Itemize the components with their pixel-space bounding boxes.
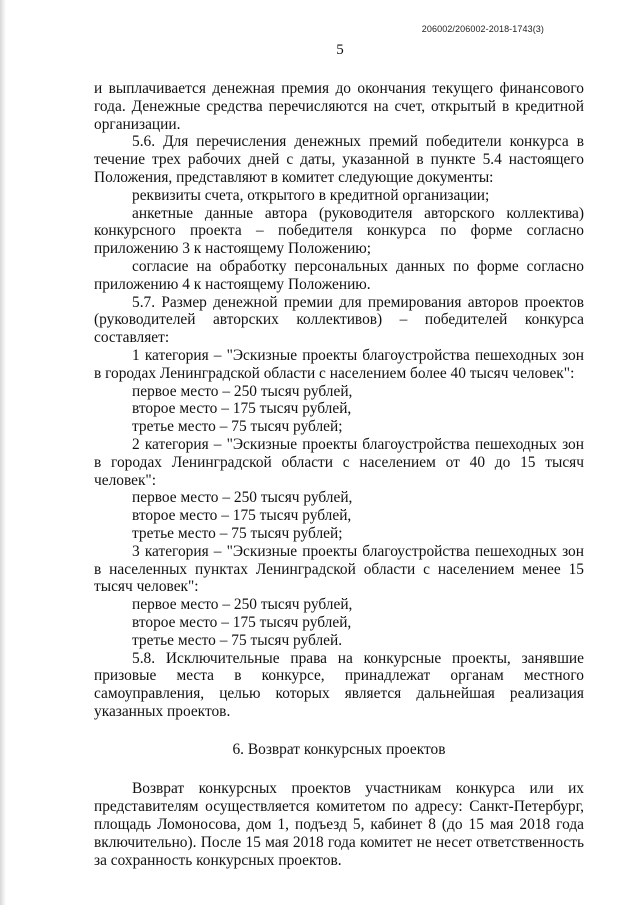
page-number: 5 — [336, 42, 344, 58]
prize-line: первое место – 250 тысяч рублей, — [132, 596, 353, 614]
document-id: 206002/206002-2018-1743(3) — [421, 24, 544, 34]
paragraph-continuation: и выплачивается денежная премия до окончания текущего финансового года. Денежные средства перечисляются на счет, открытый в кредитной организации. — [94, 80, 584, 133]
prize-line: второе место – 175 тысяч рублей, — [132, 400, 352, 418]
section-heading: 6. Возврат конкурсных проектов — [232, 740, 446, 758]
prize-line: первое место – 250 тысяч рублей, — [132, 489, 353, 507]
scan-edge-shadow — [0, 0, 6, 905]
category-2: 2 категория – "Эскизные проекты благоустройства пешеходных зон в городах Ленинградской области с населением от 40 до 15 тысяч человек": — [94, 435, 584, 489]
prize-line: третье место – 75 тысяч рублей; — [132, 418, 343, 436]
list-item: согласие на обработку персональных данных по форме согласно приложению 4 к настоящему Положению. — [94, 257, 584, 293]
prize-line: второе место – 175 тысяч рублей, — [132, 613, 352, 631]
prize-line: третье место – 75 тысяч рублей; — [132, 524, 343, 542]
prize-line: третье место – 75 тысяч рублей. — [132, 631, 343, 649]
clause-5-8: 5.8. Исключительные права на конкурсные проекты, занявшие призовые места в конкурсе, принадлежат органам местного самоуправления, целью которых является дальнейшая реализация указанных проектов. — [94, 649, 584, 720]
section-6-paragraph: Возврат конкурсных проектов участникам конкурса или их представителям осуществляется комитетом по адресу: Санкт-Петербург, площадь Ломоносова, дом 1, подъезд 5, кабинет 8 (до 15 мая 2018 года включительно). После 15 мая 2018 года комитет не несет ответственность за сохранность конкурсных проектов. — [94, 780, 584, 869]
prize-line: второе место – 175 тысяч рублей, — [132, 507, 352, 525]
category-3: 3 категория – "Эскизные проекты благоустройства пешеходных зон в населенных пунктах Ленинградской области с населением менее 15 тысяч человек": — [94, 542, 584, 596]
list-item: анкетные данные автора (руководителя авторского коллектива) конкурсного проекта – победителя конкурса по форме согласно приложению 3 к настоящему Положению; — [94, 204, 584, 258]
prize-line: первое место – 250 тысяч рублей, — [132, 382, 353, 400]
document-body — [94, 80, 584, 869]
list-item: реквизиты счета, открытого в кредитной организации; — [132, 186, 490, 204]
category-1: 1 категория – "Эскизные проекты благоустройства пешеходных зон в городах Ленинградской области с населением более 40 тысяч человек": — [94, 346, 584, 382]
clause-5-6: 5.6. Для перечисления денежных премий победители конкурса в течение трех рабочих дней с даты, указанной в пункте 5.4 настоящего Положения, представляют в комитет следующие документы: — [94, 133, 584, 186]
clause-5-7: 5.7. Размер денежной премии для премирования авторов проектов (руководителей авторских коллективов) – победителей конкурса составляет: — [94, 293, 584, 347]
